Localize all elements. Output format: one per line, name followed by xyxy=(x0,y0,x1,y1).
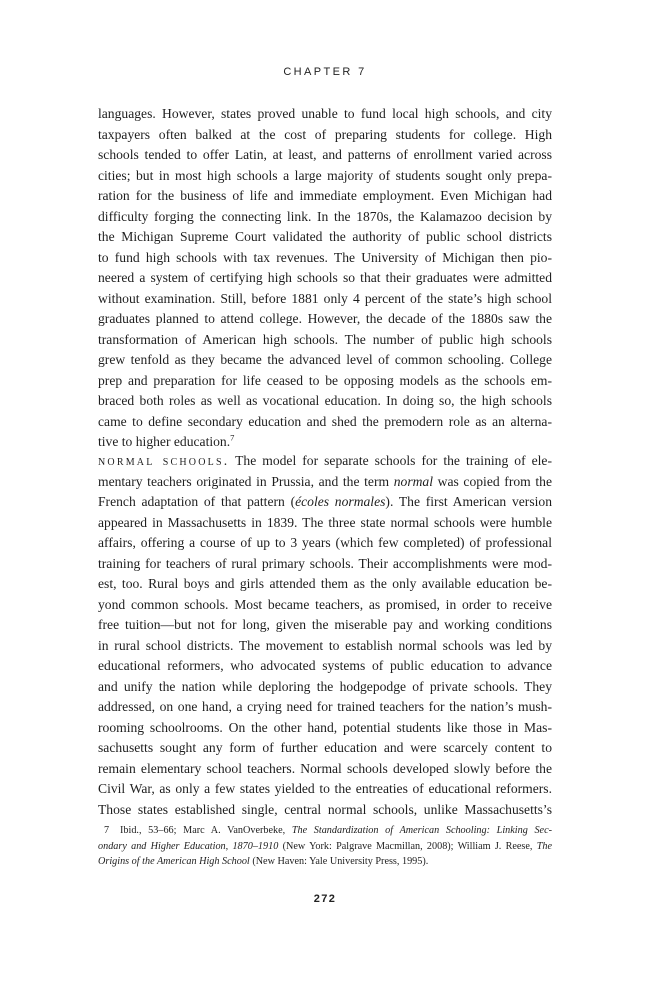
text-line: languages. However, states proved unable to fund local high schools, and city xyxy=(98,106,552,121)
text-line: prep and preparation for life ceased to be opposing models as the schools em- xyxy=(98,372,552,388)
text-line: to fund high schools with tax revenues. The University of Michigan then pio- xyxy=(98,249,552,265)
footnote-title: ondary and Higher Education, 1870–1910 xyxy=(98,840,279,852)
text-segment: French adaptation of that pattern ( xyxy=(98,494,296,509)
text-line: remain elementary school teachers. Normal schools developed slowly before the xyxy=(98,760,552,776)
italic-term: écoles normales xyxy=(295,494,386,509)
text-line xyxy=(98,472,552,493)
text-line: in rural school districts. The movement to establish normal schools was led by xyxy=(98,637,552,653)
text-line: the Michigan Supreme Court validated the authority of public school districts xyxy=(98,229,552,244)
text-line: Those states established single, central normal schools, unlike Massachusetts’s xyxy=(98,801,552,817)
text-line xyxy=(98,451,552,472)
text-line: braced both roles as well as vocational education. In doing so, the high schools xyxy=(98,393,552,408)
footnote-title: The xyxy=(536,840,552,852)
text-line: appeared in Massachusetts in 1839. The three state normal schools were humble xyxy=(98,514,552,530)
section-head: normal schools. xyxy=(98,453,230,468)
text-line: difficulty forging the connecting link. In the 1870s, the Kalamazoo decision by xyxy=(98,208,552,224)
text-line: came to define secondary education and shed the premodern role as an alterna- xyxy=(98,413,552,429)
footnote-number: 7 xyxy=(104,825,110,836)
text-segment: The model for separate schools for the training of ele- xyxy=(229,453,552,468)
text-line: tive to higher education.$^7$ xyxy=(98,432,235,449)
page-number: 272 xyxy=(313,893,337,905)
footnote-segment: Ibid., 53–66; Marc A. VanOverbeke, xyxy=(120,825,292,836)
text-line: affairs, offering a course of up to 3 years (which few completed) of professional xyxy=(98,535,552,550)
text-line: addressed, on one hand, a crying need for trained teachers for the nation’s mush- xyxy=(98,699,552,714)
paragraph-normal-schools xyxy=(98,451,552,820)
text-line: transformation of American high schools. The number of public high schools xyxy=(98,331,552,347)
paragraph-high-schools xyxy=(98,104,552,453)
paragraph-continuation xyxy=(98,513,552,821)
text-line: without examination. Still, before 1881 only 4 percent of the state’s high school xyxy=(98,290,552,306)
text-line: taxpayers often balked at the cost of preparing students for college. High xyxy=(98,126,552,142)
text-line: rooming schoolrooms. On the other hand, potential students like those in Mas- xyxy=(98,719,552,735)
footnote-title: The Standardization of American Schooling: Linking Sec- xyxy=(291,825,552,836)
text-line xyxy=(98,492,552,513)
footnote-reference[interactable]: 7 xyxy=(230,432,235,443)
text-line: training for teachers of rural primary schools. Their accomplishments were mod- xyxy=(98,555,552,571)
footnote-line xyxy=(98,854,552,870)
text-line: est, too. Rural boys and girls attended them as the only available education be- xyxy=(98,576,552,591)
text-line: cities; but in most high schools a large majority of students sought only prepa- xyxy=(98,167,552,183)
footnote-segment: (New York: Palgrave Macmillan, 2008); William J. Reese, xyxy=(278,840,537,852)
text-line: educational reformers, who advocated systems of public education to advance xyxy=(98,658,552,673)
text-segment: ). The first American version xyxy=(385,494,552,509)
footnote-segment: (New Haven: Yale University Press, 1995). xyxy=(249,856,429,867)
text-line: yond common schools. Most became teachers, as promised, in order to receive xyxy=(98,596,552,612)
text-line: graduates planned to attend college. However, the decade of the 1880s saw the xyxy=(98,311,552,326)
text-line: ration for the business of life and immediate employment. Even Michigan had xyxy=(98,188,552,203)
text-line: schools tended to offer Latin, at least, and patterns of enrollment varied across xyxy=(98,147,552,162)
text-line: grew tenfold as they became the advanced level of common schooling. College xyxy=(98,352,552,367)
text-line: and unify the nation while deploring the hodgepodge of private schools. They xyxy=(98,678,552,694)
text-line: neered a system of certifying high schools so that their graduates were admitted xyxy=(98,270,552,285)
running-head: CHAPTER 7 xyxy=(283,66,367,78)
footnote-line xyxy=(98,823,552,839)
text-line: sachusetts sought any form of further education and were scarcely content to xyxy=(98,740,552,755)
text-segment: mentary teachers originated in Prussia, and the term xyxy=(98,473,394,489)
footnote-title: Origins of the American High School xyxy=(98,856,250,867)
text-segment: was copied from the xyxy=(433,473,552,489)
text-line: Civil War, as only a few states yielded to the entreaties of educational reformers. xyxy=(98,781,552,796)
footnote xyxy=(98,823,552,870)
text-line: free tuition—but not for long, given the miserable pay and working conditions xyxy=(98,617,552,632)
footnote-line xyxy=(98,839,552,855)
italic-term: normal xyxy=(393,473,433,489)
